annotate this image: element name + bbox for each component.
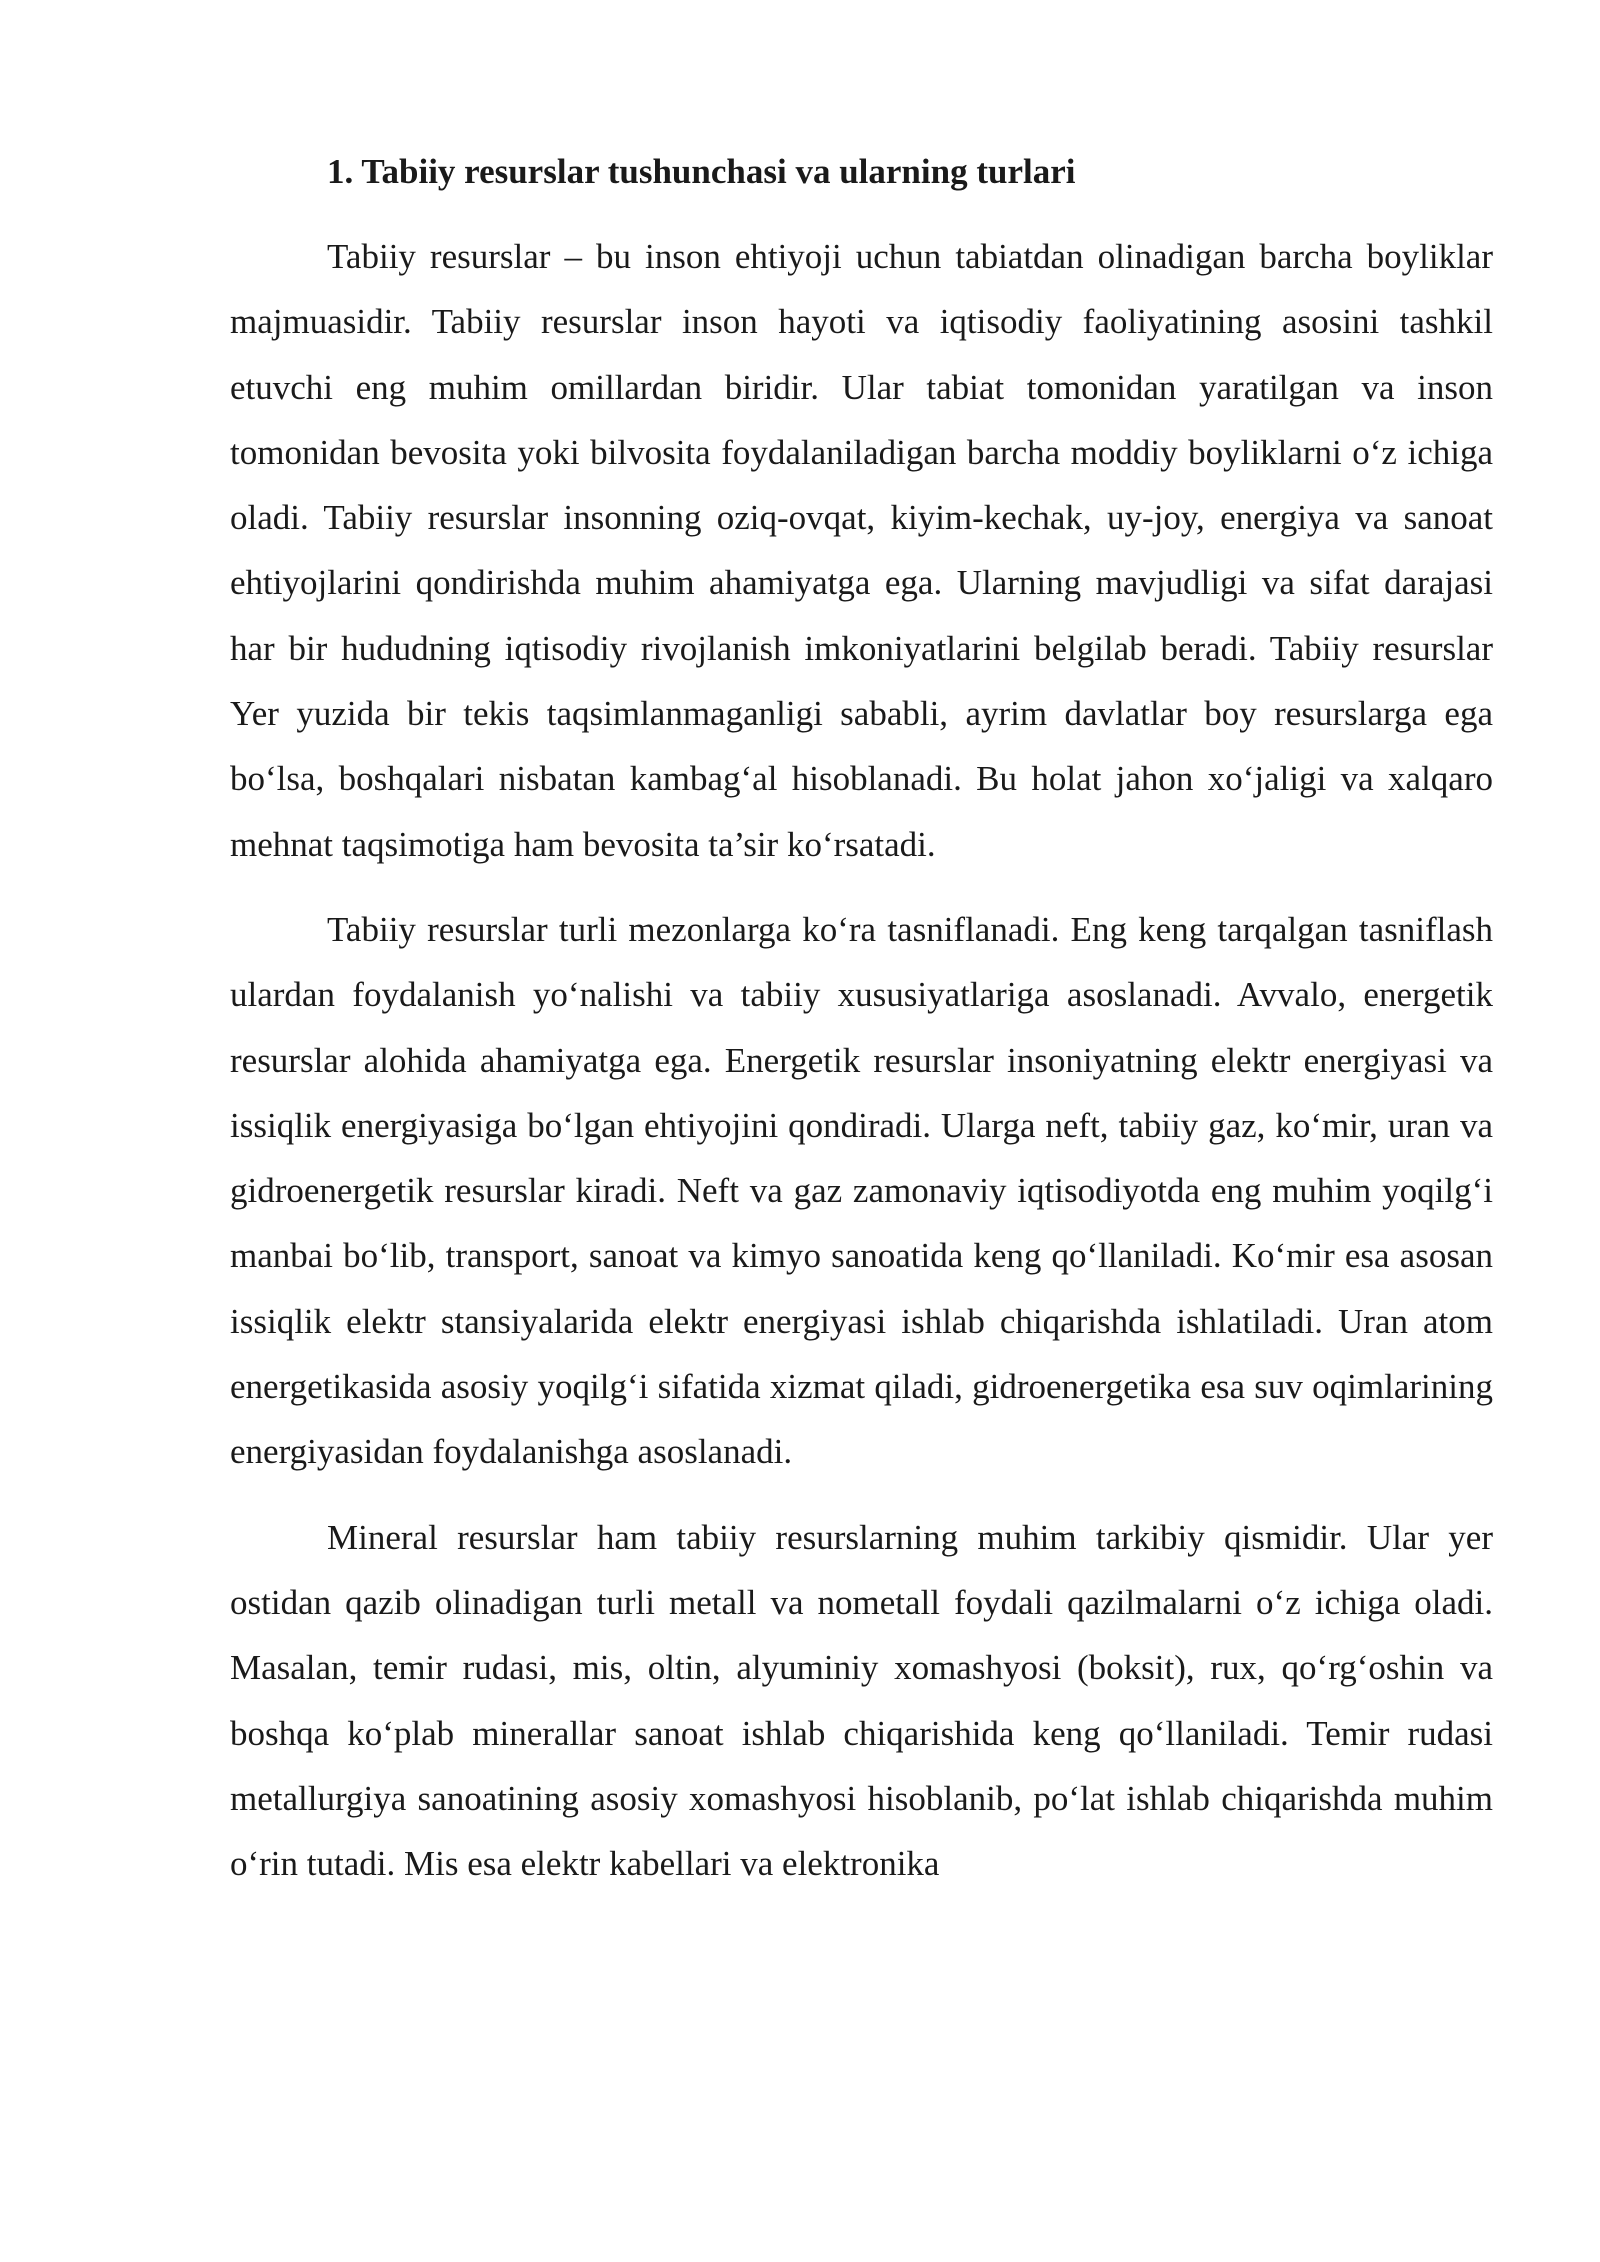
paragraph-1: Tabiiy resurslar – bu inson ehtiyoji uchun tabiatdan olinadigan barcha boyliklar majmuasidir. Tabiiy resurslar inson hayoti va iqtisodiy faoliyatining asosini tashkil etuvchi eng muhim omillardan biridir. Ular tabiat tomonidan yaratilgan va inson tomonidan bevosita yoki bilvosita foydalaniladigan barcha moddiy boyliklarni o‘z ichiga oladi. Tabiiy resurslar insonning oziq-ovqat, kiyim-kechak, uy-joy, energiya va sanoat ehtiyojlarini qondirishda muhim ahamiyatga ega. Ularning mavjudligi va sifat darajasi har bir hududning iqtisodiy rivojlanish imkoniyatlarini belgilab beradi. Tabiiy resurslar Yer yuzida bir tekis taqsimlanmaganligi sababli, ayrim davlatlar boy resurslarga ega bo‘lsa, boshqalari nisbatan kambag‘al hisoblanadi. Bu holat jahon xo‘jaligi va xalqaro mehnat taqsimotiga ham bevosita ta’sir ko‘rsatadi. xyxy=(230,237,1493,864)
section-heading: 1. Tabiiy resurslar tushunchasi va ularning turlari xyxy=(327,152,1076,191)
document-body xyxy=(230,148,1493,1916)
paragraph-2: Tabiiy resurslar turli mezonlarga ko‘ra tasniflanadi. Eng keng tarqalgan tasniflash ulardan foydalanish yo‘nalishi va tabiiy xususiyatlariga asoslanadi. Avvalo, energetik resurslar alohida ahamiyatga ega. Energetik resurslar insoniyatning elektr energiyasi va issiqlik energiyasiga bo‘lgan ehtiyojini qondiradi. Ularga neft, tabiiy gaz, ko‘mir, uran va gidroenergetik resurslar kiradi. Neft va gaz zamonaviy iqtisodiyotda eng muhim yoqilg‘i manbai bo‘lib, transport, sanoat va kimyo sanoatida keng qo‘llaniladi. Ko‘mir esa asosan issiqlik elektr stansiyalarida elektr energiyasi ishlab chiqarishda ishlatiladi. Uran atom energetikasida asosiy yoqilg‘i sifatida xizmat qiladi, gidroenergetika esa suv oqimlarining energiyasidan foydalanishga asoslanadi. xyxy=(230,909,1493,1472)
paragraph-3: Mineral resurslar ham tabiiy resurslarning muhim tarkibiy qismidir. Ular yer ostidan qazib olinadigan turli metall va nometall foydali qazilmalarni o‘z ichiga oladi. Masalan, temir rudasi, mis, oltin, alyuminiy xomashyosi (boksit), rux, qo‘rg‘oshin va boshqa ko‘plab minerallar sanoat ishlab chiqarishida keng qo‘llaniladi. Temir rudasi metallurgiya sanoatining asosiy xomashyosi hisoblanib, po‘lat ishlab chiqarishda muhim o‘rin tutadi. Mis esa elektr kabellari va elektronika xyxy=(230,1517,1493,1884)
